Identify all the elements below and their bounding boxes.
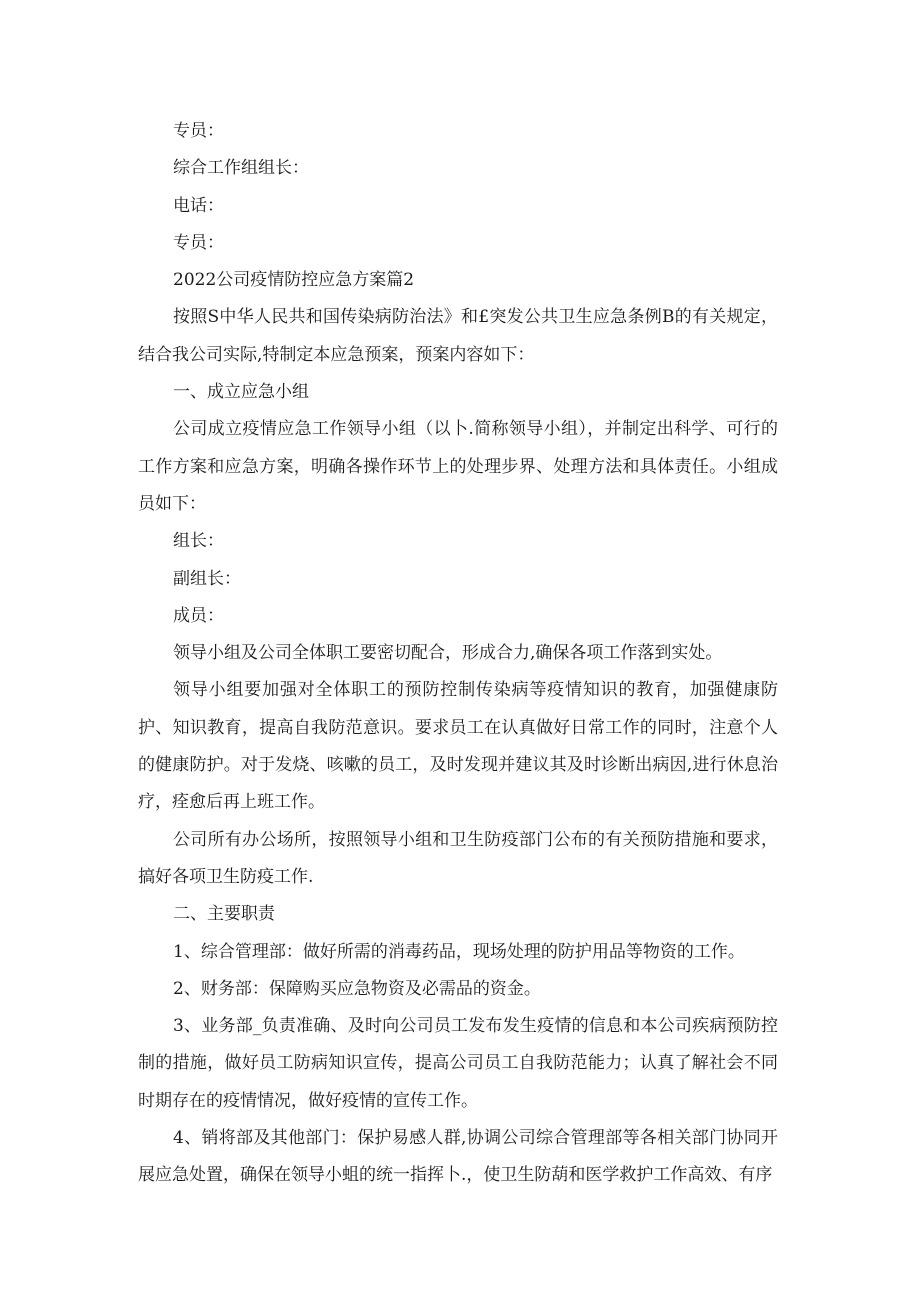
- duty-item-3: 3、业务部_负责准确、及时向公司员工发布发生疫情的信息和本公司疾病预防控制的措施，做好员工防病知识宣传，提高公司员工自我防范能力；认真了解社会不同时期存在的疫情情况，做好疫情的宣传工作。: [138, 1016, 778, 1111]
- field-deputy-leader-label: 副组长：: [173, 568, 241, 589]
- paragraph-group-setup: 公司成立疫情应急工作领导小组（以卜.简称领导小组），并制定出科学、可行的工作方案和应急方案，明确各操作环节上的处理步界、处理方法和具体责任。小组成员如下：: [138, 419, 778, 514]
- section-title: 2022公司疫情防控应急方案篇2: [173, 270, 415, 291]
- field-leader-label: 组长：: [173, 531, 224, 552]
- heading-main-duties: 二、主要职责: [173, 904, 275, 925]
- duty-item-4: 4、销将部及其他部门：保护易感人群,协调公司综合管理部等各相关部门协同开展应急处置，确保在领导小蛆的统一指挥卜.，使卫生防葫和医学救护工作高效、有序: [138, 1128, 778, 1186]
- field-specialist-label-2: 专员：: [173, 232, 224, 253]
- heading-establish-group: 一、成立应急小组: [173, 382, 309, 403]
- document-body: [138, 113, 778, 1195]
- duty-item-1: 1、综合管理部：做好所需的消毒药品，现场处理的防护用品等物资的工作。: [173, 941, 745, 962]
- field-phone-label: 电话：: [173, 195, 224, 216]
- field-specialist-label: 专员：: [173, 121, 224, 141]
- paragraph-education: 领导小组要加强对全体职工的预防控制传染病等疫情知识的教育，加强健康防护、知识教育，提高自我防范意识。要求员工在认真做好日常工作的同时，注意个人的健康防护。对于发烧、咳嗽的员工，及时发现并建议其及时诊断出病因,进行休息治疗，痊愈后再上班工作。: [138, 680, 778, 813]
- duty-item-2: 2、财务部：保障购买应急物资及必需品的资金。: [173, 978, 541, 999]
- field-members-label: 成员：: [173, 605, 224, 626]
- paragraph-cooperation: 领导小组及公司全体职工要密切配合，形成合力,确保各项工作落到实处。: [173, 643, 723, 664]
- field-general-group-leader-label: 综合工作组组长：: [173, 158, 309, 179]
- paragraph-offices: 公司所有办公场所，按照领导小组和卫生防疫部门公布的有关预防措施和要求，搞好各项卫生防疫工作.: [138, 829, 778, 887]
- paragraph-intro: 按照S中华人民共和国传染病防治法》和£突发公共卫生应急条例B的有关规定，结合我公司实际,特制定本应急预案，预案内容如下：: [138, 307, 778, 365]
